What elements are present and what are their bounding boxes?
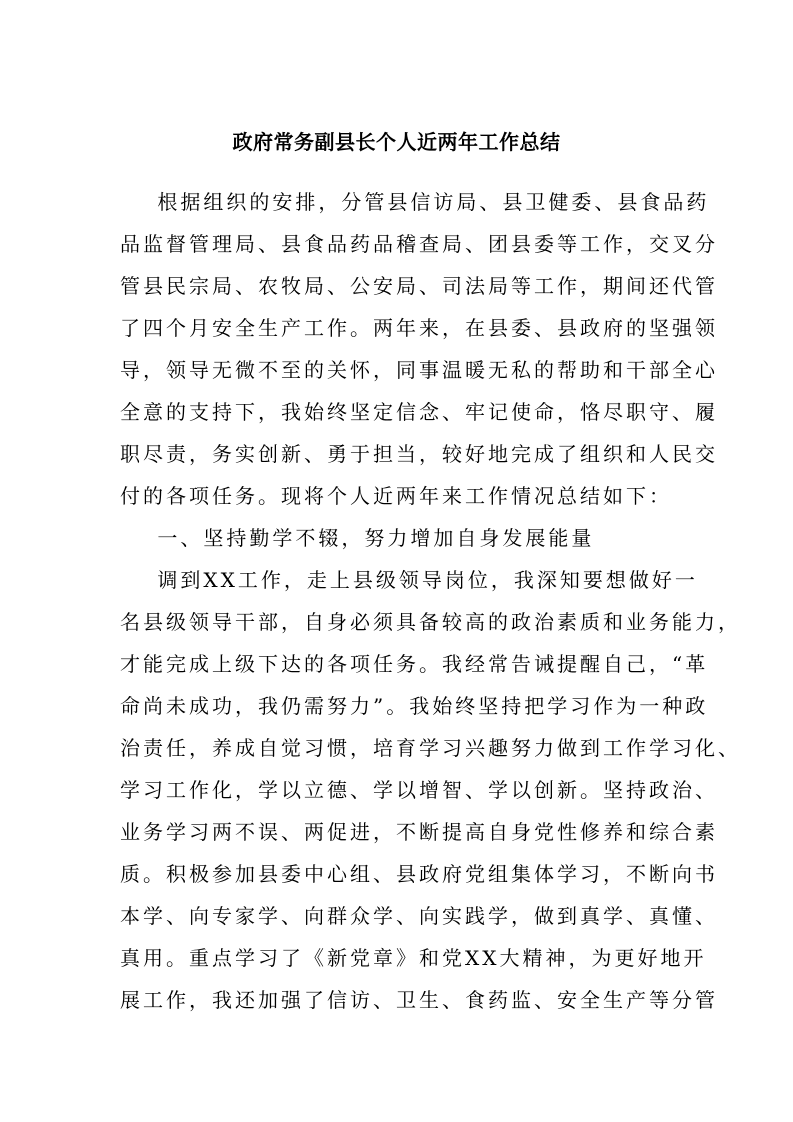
body-line: 展工作，我还加强了信访、卫生、食药监、安全生产等分管 <box>120 988 718 1012</box>
body-line: 名县级领导干部，自身必须具备较高的政治素质和业务能力， <box>120 610 741 634</box>
body-line: 本学、向专家学、向群众学、向实践学，做到真学、真懂、 <box>120 904 718 928</box>
section-heading: 一、坚持勤学不辍，努力增加自身发展能量 <box>120 526 595 550</box>
body-line: 业务学习两不误、两促进，不断提高自身党性修养和综合素 <box>120 820 718 844</box>
body-line: 才能完成上级下达的各项任务。我经常告诫提醒自己，“革 <box>120 652 709 676</box>
body-line: 品监督管理局、县食品药品稽查局、团县委等工作，交叉分 <box>120 232 718 256</box>
body-line: 命尚未成功，我仍需努力”。我始终坚持把学习作为一种政 <box>120 694 709 718</box>
body-line: 治责任，养成自觉习惯，培育学习兴趣努力做到工作学习化、 <box>120 736 741 760</box>
body-line: 职尽责，务实创新、勇于担当，较好地完成了组织和人民交 <box>120 442 718 466</box>
body-line: 付的各项任务。现将个人近两年来工作情况总结如下： <box>120 484 672 508</box>
body-line: 质。积极参加县委中心组、县政府党组集体学习，不断向书 <box>120 862 718 886</box>
body-line: 调到XX工作，走上县级领导岗位，我深知要想做好一 <box>120 568 698 592</box>
body-line: 学习工作化，学以立德、学以增智、学以创新。坚持政治、 <box>120 778 718 802</box>
document-title: 政府常务副县长个人近两年工作总结 <box>232 130 561 154</box>
body-line: 真用。重点学习了《新党章》和党XX大精神，为更好地开 <box>120 946 707 970</box>
body-line: 导，领导无微不至的关怀，同事温暖无私的帮助和干部全心 <box>120 358 718 382</box>
body-line: 了四个月安全生产工作。两年来，在县委、县政府的坚强领 <box>120 316 718 340</box>
body-line: 全意的支持下，我始终坚定信念、牢记使命，恪尽职守、履 <box>120 400 718 424</box>
body-line: 管县民宗局、农牧局、公安局、司法局等工作，期间还代管 <box>120 274 718 298</box>
body-line: 根据组织的安排，分管县信访局、县卫健委、县食品药 <box>120 190 710 214</box>
